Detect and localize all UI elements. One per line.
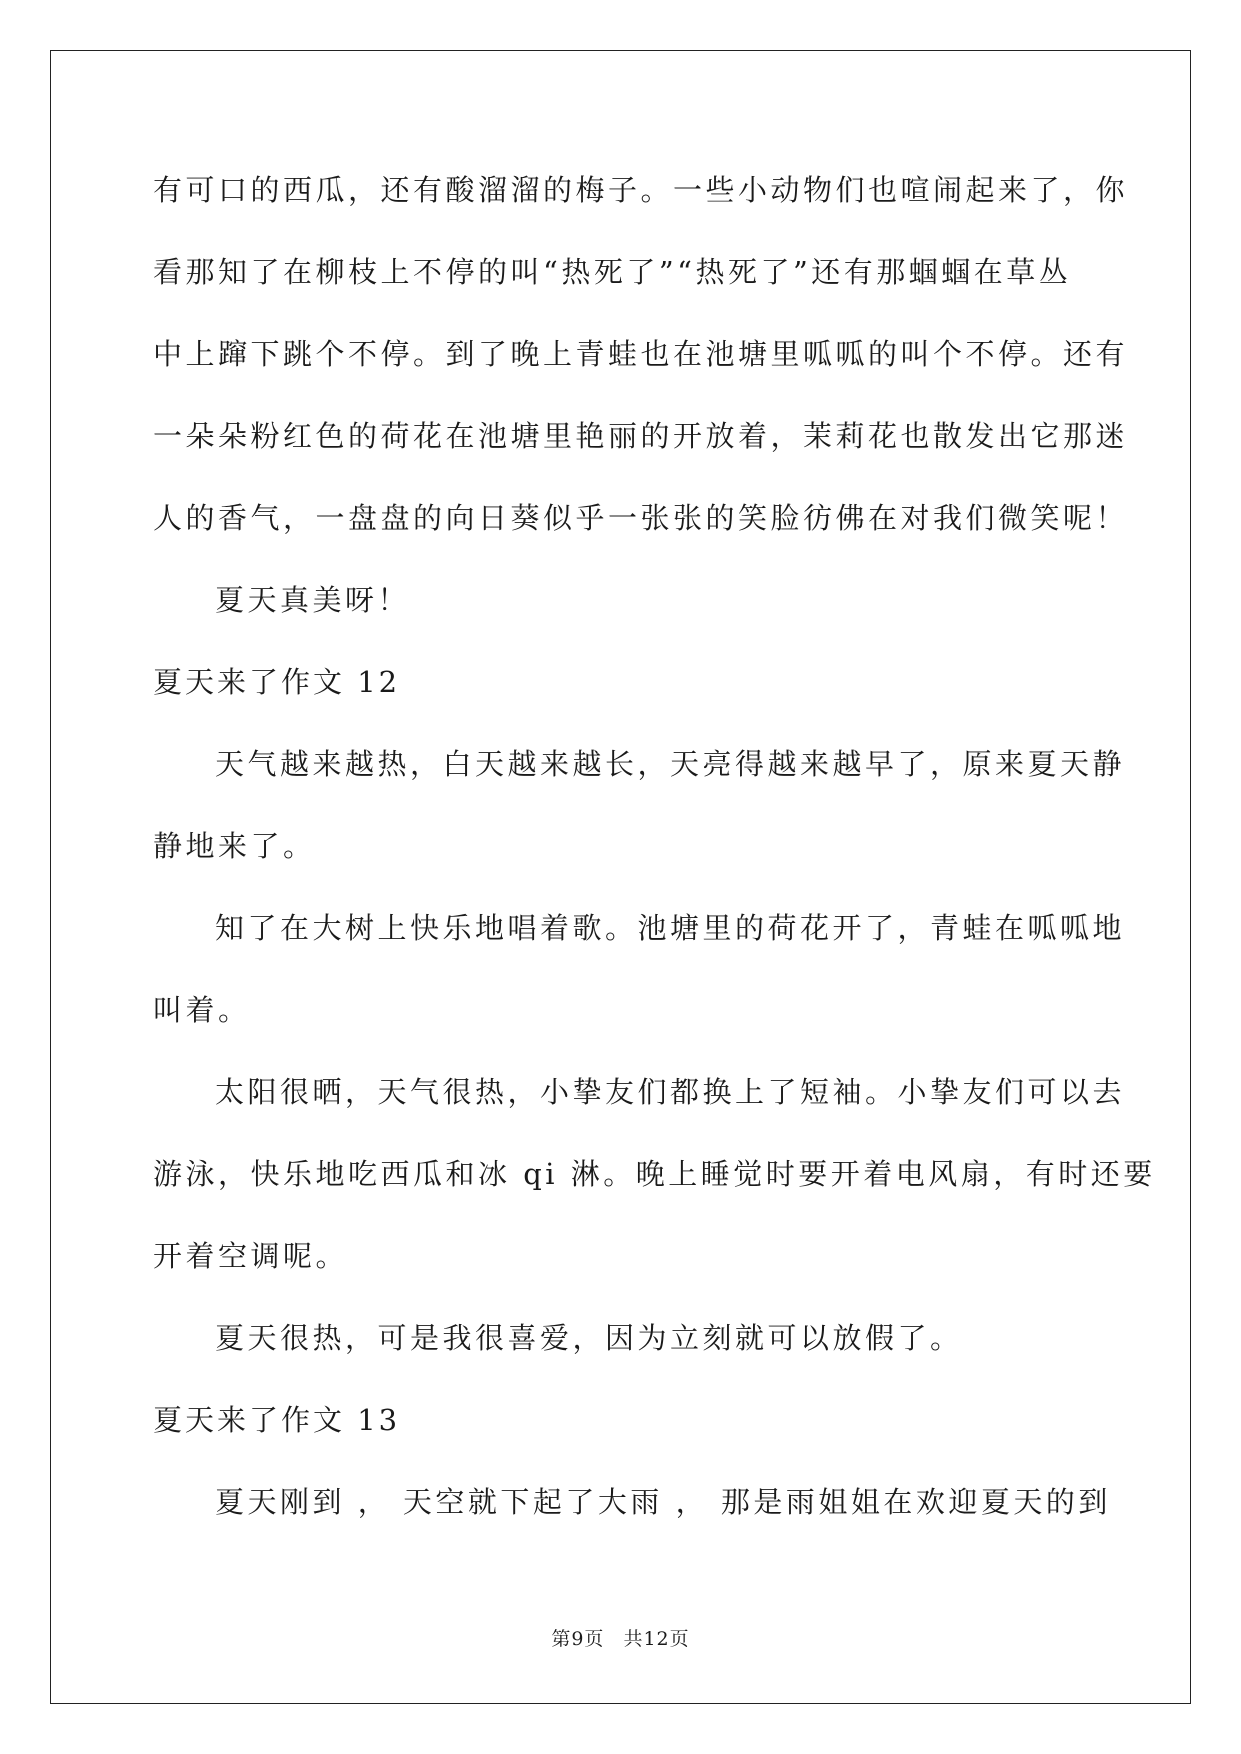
section-heading-12: 夏天来了作文 12 bbox=[153, 665, 401, 699]
section-heading-13: 夏天来了作文 13 bbox=[153, 1403, 401, 1437]
text-line-15: 夏天很热，可是我很喜爱，因为立刻就可以放假了。 bbox=[215, 1321, 963, 1355]
text-line-8: 天气越来越热，白天越来越长，天亮得越来越早了，原来夏天静 bbox=[215, 747, 1126, 781]
text-line-6: 夏天真美呀！ bbox=[215, 583, 411, 617]
page-total: 共12页 bbox=[623, 1628, 690, 1650]
text-line-10: 知了在大树上快乐地唱着歌。池塘里的荷花开了，青蛙在呱呱地 bbox=[215, 911, 1126, 945]
text-line-1: 有可口的西瓜，还有酸溜溜的梅子。一些小动物们也喧闹起来了，你 bbox=[153, 173, 1129, 207]
text-line-14: 开着空调呢。 bbox=[153, 1239, 349, 1273]
text-line-17: 夏天刚到 ， 天空就下起了大雨 ， 那是雨姐姐在欢迎夏天的到 bbox=[215, 1485, 1111, 1519]
text-line-11: 叫着。 bbox=[153, 993, 251, 1027]
text-line-4: 一朵朵粉红色的荷花在池塘里艳丽的开放着，茉莉花也散发出它那迷 bbox=[153, 419, 1129, 453]
document-body bbox=[153, 160, 1156, 1554]
page-footer bbox=[0, 1624, 1241, 1651]
text-line-3: 中上蹿下跳个不停。到了晚上青蛙也在池塘里呱呱的叫个不停。还有 bbox=[153, 337, 1129, 371]
text-line-12: 太阳很晒，天气很热，小挚友们都换上了短袖。小挚友们可以去 bbox=[215, 1075, 1126, 1109]
page-number: 第9页 bbox=[551, 1628, 605, 1650]
text-line-5: 人的香气，一盘盘的向日葵似乎一张张的笑脸彷佛在对我们微笑呢！ bbox=[153, 501, 1129, 535]
text-line-13: 游泳，快乐地吃西瓜和冰 qi 淋。晚上睡觉时要开着电风扇，有时还要 bbox=[153, 1157, 1156, 1191]
text-line-2: 看那知了在柳枝上不停的叫“热死了”“热死了”还有那蝈蝈在草丛 bbox=[153, 255, 1072, 289]
text-line-9: 静地来了。 bbox=[153, 829, 316, 863]
